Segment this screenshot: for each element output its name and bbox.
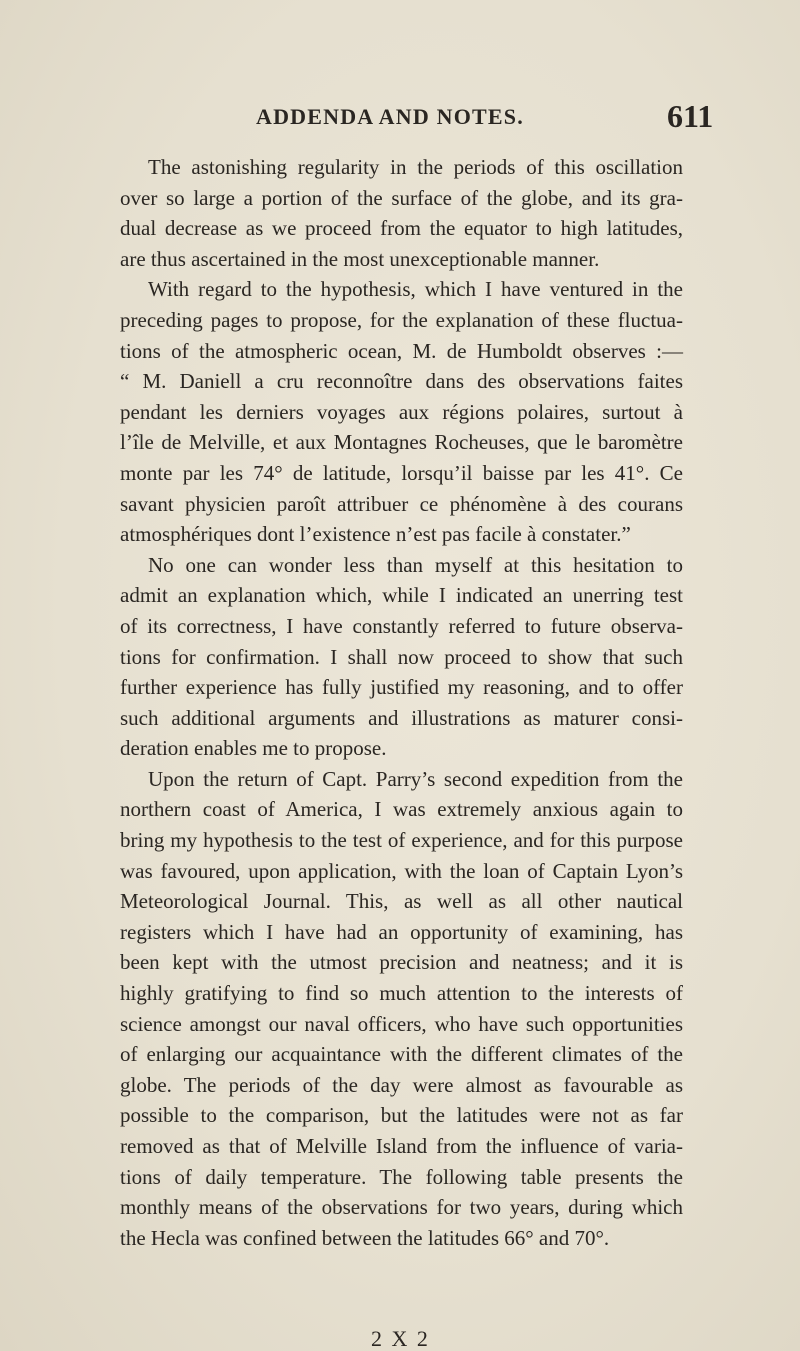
- text-line: Upon the return of Capt. Parry’s second expedition from the: [148, 766, 683, 791]
- text-line: The astonishing regularity in the periods of this oscillation: [148, 155, 683, 179]
- text-line: been kept with the utmost precision and neatness; and it is: [120, 950, 683, 975]
- text-line: science amongst our naval officers, who have such opportunities: [120, 1011, 683, 1036]
- text-line: l’île de Melville, et aux Montagnes Rocheuses, que le baromètre: [120, 430, 683, 455]
- text-line: bring my hypothesis to the test of experience, and for this purpose: [120, 828, 683, 853]
- text-line: atmosphériques dont l’existence n’est pas facile à constater.”: [120, 522, 631, 547]
- text-line: tions of the atmospheric ocean, M. de Humboldt observes :—: [120, 338, 683, 363]
- text-line: further experience has fully justified my reasoning, and to offer: [120, 675, 683, 700]
- text-line: highly gratifying to find so much attention to the interests of: [120, 981, 683, 1006]
- page-number: 611: [667, 98, 714, 134]
- text-line: tions for confirmation. I shall now proceed to show that such: [120, 644, 683, 669]
- text-line: such additional arguments and illustrations as maturer consi-: [120, 705, 683, 730]
- text-line: northern coast of America, I was extremely anxious again to: [120, 797, 683, 822]
- text-line: dual decrease as we proceed from the equator to high latitudes,: [120, 216, 683, 241]
- text-line: the Hecla was confined between the latitudes 66° and 70°.: [120, 1225, 610, 1250]
- text-line: Meteorological Journal. This, as well as all other nautical: [120, 889, 683, 914]
- text-line: possible to the comparison, but the latitudes were not as far: [120, 1103, 683, 1128]
- text-line: removed as that of Melville Island from the influence of varia-: [120, 1134, 683, 1158]
- signature-mark: 2 X 2: [371, 1326, 430, 1351]
- text-line: savant physicien paroît attribuer ce phénomène à des courans: [120, 491, 683, 516]
- text-line: was favoured, upon application, with the loan of Captain Lyon’s: [120, 858, 683, 883]
- text-line: of its correctness, I have constantly referred to future observa-: [120, 613, 683, 638]
- text-line: With regard to the hypothesis, which I have ventured in the: [148, 277, 683, 302]
- text-line: “ M. Daniell a cru reconnoître dans des observations faites: [120, 369, 683, 394]
- text-line: are thus ascertained in the most unexceptionable manner.: [120, 246, 600, 271]
- text-line: registers which I have had an opportunity of examining, has: [120, 919, 683, 944]
- text-line: No one can wonder less than myself at this hesitation to: [148, 552, 683, 577]
- text-line: pendant les derniers voyages aux régions polaires, surtout à: [120, 399, 683, 424]
- text-line: deration enables me to propose.: [120, 736, 387, 761]
- text-line: over so large a portion of the surface of the globe, and its gra-: [120, 185, 683, 210]
- text-line: tions of daily temperature. The following table presents the: [120, 1164, 683, 1189]
- text-line: monte par les 74° de latitude, lorsqu’il baisse par les 41°. Ce: [120, 460, 683, 485]
- text-line: preceding pages to propose, for the explanation of these fluctua-: [120, 307, 683, 332]
- body-text: [120, 152, 683, 1253]
- text-line: globe. The periods of the day were almost as favourable as: [120, 1072, 683, 1097]
- running-head: ADDENDA AND NOTES.: [256, 104, 524, 129]
- text-line: monthly means of the observations for two years, during which: [120, 1195, 683, 1220]
- text-line: of enlarging our acquaintance with the different climates of the: [120, 1042, 683, 1067]
- text-line: admit an explanation which, while I indicated an unerring test: [120, 583, 683, 608]
- page-header: [0, 100, 800, 140]
